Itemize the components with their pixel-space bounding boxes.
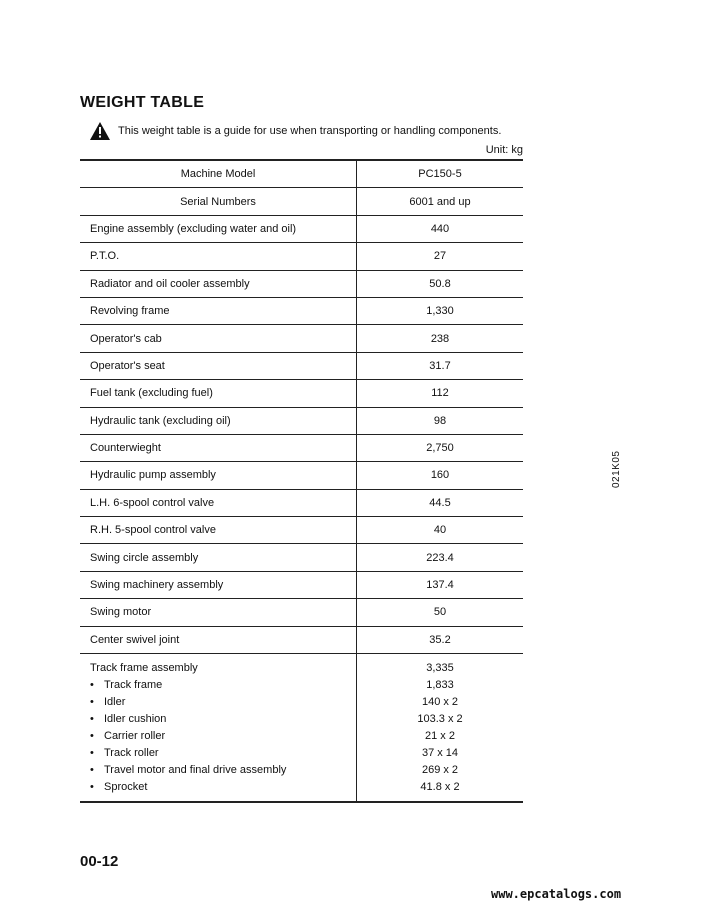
component-weight: 40 xyxy=(357,517,524,544)
table-header-row xyxy=(80,188,523,215)
track-frame-values xyxy=(357,654,524,803)
component-name: Swing motor xyxy=(80,599,357,626)
component-weight: 223.4 xyxy=(357,544,524,571)
sub-item-value: 103.3 x 2 xyxy=(417,713,463,726)
table-row xyxy=(80,599,523,626)
table-row xyxy=(80,215,523,242)
track-frame-value: 3,335 xyxy=(426,662,454,675)
sub-item-value: 269 x 2 xyxy=(421,764,459,777)
table-row xyxy=(80,407,523,434)
sub-item-label: Carrier roller xyxy=(104,730,166,743)
warning-notice xyxy=(90,122,501,140)
track-sub-item xyxy=(90,762,356,779)
bullet: • xyxy=(90,747,94,760)
sub-item-label: Idler cushion xyxy=(104,713,167,726)
track-sub-item xyxy=(90,694,356,711)
table-row xyxy=(80,380,523,407)
sub-item-label: Track roller xyxy=(104,747,159,760)
component-name: Operator's cab xyxy=(80,325,357,352)
sub-item-value: 37 x 14 xyxy=(421,747,459,760)
table-row xyxy=(80,626,523,653)
component-name: R.H. 5-spool control valve xyxy=(80,517,357,544)
track-sub-item xyxy=(90,745,356,762)
table-header-row xyxy=(80,160,523,188)
header-label: Serial Numbers xyxy=(80,188,357,215)
component-weight: 50.8 xyxy=(357,270,524,297)
side-figure-code: 021K05 xyxy=(611,450,622,488)
sub-item-value: 41.8 x 2 xyxy=(420,781,460,794)
component-name: Swing circle assembly xyxy=(80,544,357,571)
component-weight: 1,330 xyxy=(357,297,524,324)
component-weight: 44.5 xyxy=(357,489,524,516)
table-row xyxy=(80,243,523,270)
component-weight: 160 xyxy=(357,462,524,489)
component-weight: 98 xyxy=(357,407,524,434)
component-name: Fuel tank (excluding fuel) xyxy=(80,380,357,407)
track-frame-labels xyxy=(80,654,357,803)
weight-table xyxy=(80,159,523,803)
component-name: Operator's seat xyxy=(80,352,357,379)
page-number: 00-12 xyxy=(80,853,119,870)
component-name: Counterwieght xyxy=(80,434,357,461)
track-frame-row xyxy=(80,654,523,803)
component-weight: 27 xyxy=(357,243,524,270)
sub-item-value: 1,833 xyxy=(426,679,454,692)
table-row xyxy=(80,297,523,324)
track-sub-item xyxy=(90,711,356,728)
component-name: Hydraulic pump assembly xyxy=(80,462,357,489)
component-weight: 112 xyxy=(357,380,524,407)
component-weight: 31.7 xyxy=(357,352,524,379)
unit-label: Unit: kg xyxy=(485,144,523,156)
table-row xyxy=(80,352,523,379)
sub-item-label: Idler xyxy=(104,696,126,709)
notice-text: This weight table is a guide for use when transporting or handling components. xyxy=(118,125,502,137)
warning-icon xyxy=(90,122,110,140)
bullet: • xyxy=(90,764,94,777)
table-row xyxy=(80,544,523,571)
component-name: Hydraulic tank (excluding oil) xyxy=(80,407,357,434)
page-title: WEIGHT TABLE xyxy=(80,94,205,111)
sub-item-label: Travel motor and final drive assembly xyxy=(104,764,287,777)
component-weight: 238 xyxy=(357,325,524,352)
component-name: Center swivel joint xyxy=(80,626,357,653)
component-weight: 2,750 xyxy=(357,434,524,461)
component-weight: 50 xyxy=(357,599,524,626)
track-sub-item xyxy=(90,677,356,694)
component-name: Swing machinery assembly xyxy=(80,571,357,598)
sub-item-value: 140 x 2 xyxy=(421,696,459,709)
table-row xyxy=(80,517,523,544)
component-weight: 440 xyxy=(357,215,524,242)
bullet: • xyxy=(90,730,94,743)
header-value: PC150-5 xyxy=(357,160,524,188)
bullet: • xyxy=(90,679,94,692)
table-row xyxy=(80,270,523,297)
component-weight: 137.4 xyxy=(357,571,524,598)
sub-item-label: Track frame xyxy=(104,679,163,692)
sub-item-value: 21 x 2 xyxy=(425,730,455,743)
table-row xyxy=(80,571,523,598)
component-name: Engine assembly (excluding water and oil) xyxy=(80,215,357,242)
component-name: L.H. 6-spool control valve xyxy=(80,489,357,516)
sub-item-label: Sprocket xyxy=(104,781,148,794)
bullet: • xyxy=(90,696,94,709)
track-sub-item xyxy=(90,779,356,796)
header-value: 6001 and up xyxy=(357,188,524,215)
component-name: Revolving frame xyxy=(80,297,357,324)
component-name: Radiator and oil cooler assembly xyxy=(80,270,357,297)
bullet: • xyxy=(90,713,94,726)
table-row xyxy=(80,462,523,489)
track-sub-item xyxy=(90,728,356,745)
component-name: P.T.O. xyxy=(80,243,357,270)
component-weight: 35.2 xyxy=(357,626,524,653)
footer-watermark-url: www.epcatalogs.com xyxy=(491,887,622,901)
header-label: Machine Model xyxy=(80,160,357,188)
table-row xyxy=(80,489,523,516)
track-frame-label: Track frame assembly xyxy=(90,662,198,675)
bullet: • xyxy=(90,781,94,794)
table-row xyxy=(80,434,523,461)
table-row xyxy=(80,325,523,352)
